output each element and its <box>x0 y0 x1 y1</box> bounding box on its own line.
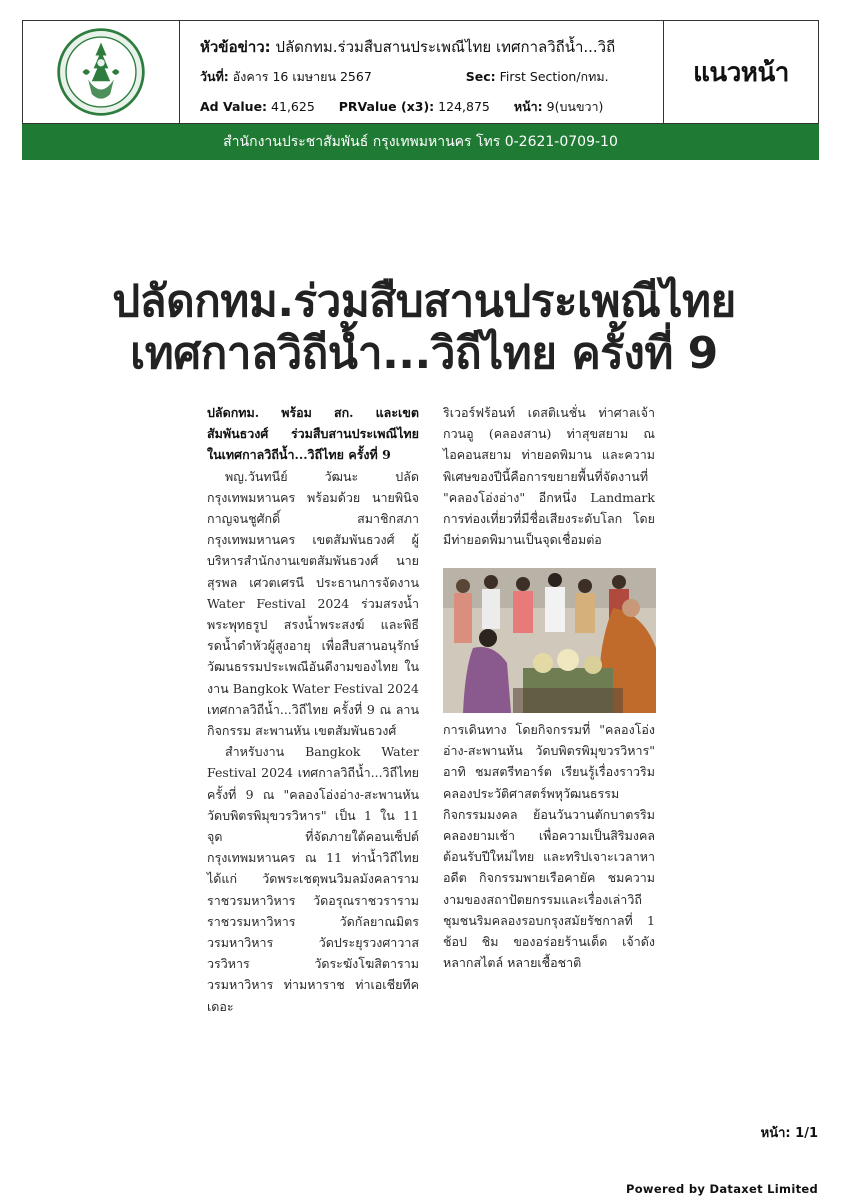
ceremony-photo-illustration <box>443 568 656 713</box>
date-value: อังคาร 16 เมษายน 2567 <box>232 69 372 84</box>
page-label: หน้า: <box>513 99 543 114</box>
value-row <box>200 97 603 117</box>
pr-value-label: PRValue (x3): <box>338 99 435 114</box>
office-bar: สำนักงานประชาสัมพันธ์ กรุงเทพมหานคร โทร 0-2621-0709-10 <box>22 124 819 160</box>
bangkok-seal-logo <box>55 26 147 118</box>
article-paragraph-3: ริเวอร์ฟร้อนท์ เดสติเนชั่น ท่าศาลเจ้ากวนอู (คลองสาน) ท่าสุขสยาม ณ ไอคอนสยาม ท่ายอดพิมาน และความพิเศษของปีนี้คือการขยายพื้นที่จัดงานที่ "คลองโอ่งอ่าง" อีกหนึ่ง Landmark การท่องเที่ยวที่มีชื่อเสียงระดับโลก โดยมีท่ายอดพิมานเป็นจุดเชื่อมต่อ <box>443 405 655 548</box>
clipping-header <box>22 20 819 124</box>
logo-cell <box>23 21 180 123</box>
title-line-2: เทศกาลวิถีน้ำ...วิถีไทย ครั้งที่ 9 <box>130 328 718 379</box>
sec-label: Sec: <box>465 69 496 84</box>
article-paragraph-4: การเดินทาง โดยกิจกรรมที่ "คลองโอ่งอ่าง-สะพานหัน วัดบพิตรพิมุขวรวิหาร" อาทิ ชมสตรีทอาร์ต เรียนรู้เรื่องราวริมคลองประวัติศาสตร์พหุวัฒนธรรม กิจกรรมมงคล ย้อนวันวานตักบาตรริมคลองยามเช้า เพื่อความเป็นสิริมงคลต้อนรับปีใหม่ไทย และทริปเจาะเวลาหาอดีต กิจกรรมพายเรือคายัค ชมความงามของสถาปัตยกรรมและเรื่องเล่าวิถีชุมชนริมคลองรอบกรุงสมัยรัชกาลที่ 1 ช้อป ชิม ของอร่อยร้านเด็ด เจ้าดัง หลากสไตล์ หลายเชื้อชาติ <box>443 722 655 971</box>
title-line-1: ปลัดกทม.ร่วมสืบสานประเพณีไทย <box>112 276 736 327</box>
article-column-right-top <box>443 402 655 550</box>
sec-value: First Section/กทม. <box>499 69 609 84</box>
page-value: 9(บนขวา) <box>546 99 604 114</box>
article-paragraph-1: พญ.วันทนีย์ วัฒนะ ปลัดกรุงเทพมหานคร พร้อมด้วย นายพินิจ กาญจนชูศักดิ์ สมาชิกสภากรุงเทพมหานคร เขตสัมพันธวงศ์ ผู้บริหารสำนักงานเขตสัมพันธวงศ์ นายสุรพล เศวตเศรนี ประธานการจัดงาน Water Festival 2024 ร่วมสรงน้ำพระพุทธรูป สรงน้ำพระสงฆ์ และพิธีรดน้ำดำหัวผู้สูงอายุ เพื่อสืบสานอนุรักษ์วัฒนธรรมประเพณีอันดีงามของไทย ในงาน Bangkok Water Festival 2024 เทศกาลวิถีน้ำ...วิถีไทย ครั้งที่ 9 ณ ลานกิจกรรม สะพานหัน เขตสัมพันธวงศ์ <box>207 468 419 739</box>
ad-value: 41,625 <box>271 99 315 114</box>
headline-value: ปลัดกทม.ร่วมสืบสานประเพณีไทย เทศกาลวิถีน้ำ...วิถี <box>275 38 616 56</box>
article-photo <box>443 568 656 713</box>
article-title <box>0 276 848 380</box>
headline-label: หัวข้อข่าว: <box>200 38 271 56</box>
date-row <box>200 67 609 87</box>
article-paragraph-2: สำหรับงาน Bangkok Water Festival 2024 เทศกาลวิถีน้ำ...วิถีไทย ครั้งที่ 9 ณ "คลองโอ่งอ่าง-สะพานหัน วัดบพิตรพิมุขวรวิหาร" เป็น 1 ใน 11 จุด ที่จัดภายใต้คอนเซ็ปต์ กรุงเทพมหานคร ณ 11 ท่าน้ำวิถีไทย ได้แก่ วัดพระเชตุพนวิมลมังคลาราม ราชวรมหาวิหาร วัดอรุณราชวราราม ราชวรมหาวิหาร วัดกัลยาณมิตร วรมหาวิหาร วัดประยุรวงศาวาส วรวิหาร วัดระฆังโฆสิตาราม วรมหาวิหาร ท่ามหาราช ท่าเอเชียทีค เดอะ <box>207 744 419 1014</box>
ad-value-label: Ad Value: <box>200 99 268 114</box>
section-cell <box>664 21 818 123</box>
pr-value: 124,875 <box>438 99 490 114</box>
date-label: วันที่: <box>200 69 229 84</box>
headline-row <box>200 35 660 59</box>
powered-by: Powered by Dataxet Limited <box>626 1182 818 1196</box>
newspaper-section: แนวหน้า <box>693 57 789 88</box>
article-column-right-bottom <box>443 719 655 973</box>
article-lead: ปลัดกทม. พร้อม สก. และเขตสัมพันธวงศ์ ร่วมสืบสานประเพณีไทย ในเทศกาลวิถีน้ำ...วิถีไทย ครั้งที่ 9 <box>207 405 419 463</box>
article-column-left <box>207 402 419 1017</box>
info-cell <box>180 21 664 123</box>
page-counter: หน้า: 1/1 <box>760 1126 818 1141</box>
